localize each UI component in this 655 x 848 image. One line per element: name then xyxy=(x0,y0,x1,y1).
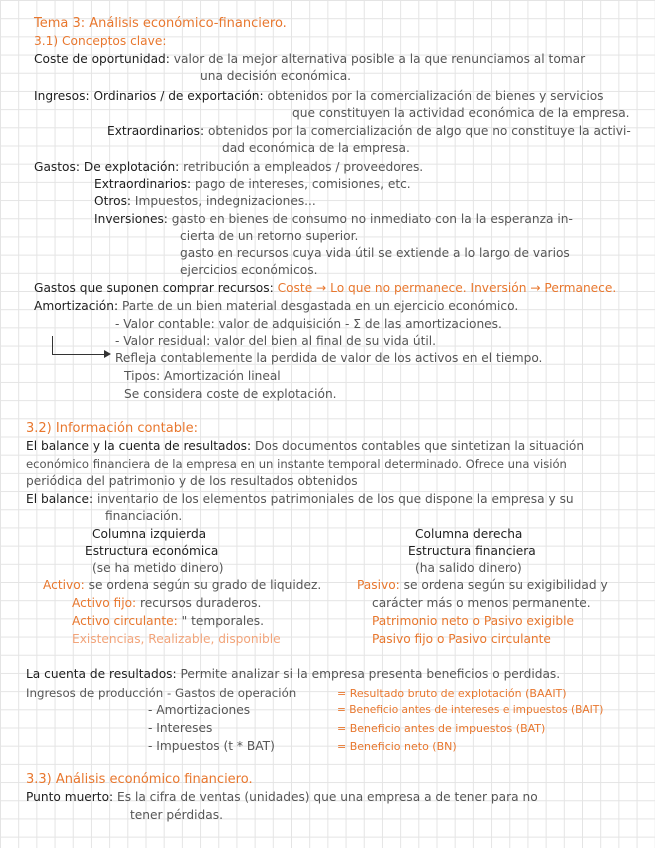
gastos-recursos-line xyxy=(34,281,616,296)
existencias-text: Existencias, Realizable, disponible xyxy=(72,632,281,646)
resultado-row-right: = Beneficio antes de impuestos (BAT) xyxy=(337,722,546,735)
resultado-row-right: = Beneficio antes de intereses e impuestos (BAIT) xyxy=(337,704,604,716)
arrow-line-h xyxy=(52,354,106,355)
cuenta-resultados-label: La cuenta de resultados: xyxy=(26,667,177,681)
gastos-recursos-label: Gastos que suponen comprar recursos: xyxy=(34,281,274,295)
resultado-row-right: = Beneficio neto (BN) xyxy=(337,740,457,753)
right-column-sub: Estructura financiera xyxy=(408,544,536,558)
el-balance-text-2: financiación. xyxy=(105,509,183,523)
activo-text: se ordena según su grado de liquidez. xyxy=(88,578,322,592)
balance-cuenta-label: El balance y la cuenta de resultados: xyxy=(26,439,252,453)
ingresos-label: Ingresos: xyxy=(34,89,90,103)
section-heading-3-3: 3.3) Análisis económico financiero. xyxy=(26,772,253,787)
activo-circulante-line xyxy=(72,614,264,629)
activo-circulante-label: Activo circulante: xyxy=(72,614,178,628)
explotacion-text: retribución a empleados / proveedores. xyxy=(183,160,424,174)
ordinarios-label: Ordinarios / de exportación: xyxy=(93,89,264,103)
inversiones-label: Inversiones: xyxy=(94,212,168,226)
resultado-row-left: - Impuestos (t * BAT) xyxy=(148,739,275,753)
cuenta-resultados-text: Permite analizar si la empresa presenta beneficios o perdidas. xyxy=(180,667,561,681)
punto-muerto-line xyxy=(26,790,538,805)
punto-muerto-text-1: Es la cifra de ventas (unidades) que una empresa a de tener para no xyxy=(117,790,538,804)
activo-label: Activo: xyxy=(43,578,85,592)
activo-fijo-label: Activo fijo: xyxy=(72,596,137,610)
resultado-row-left: Ingresos de producción - Gastos de operación xyxy=(26,686,297,700)
arrow-line xyxy=(52,336,53,354)
inversiones-text-2: cierta de un retorno superior. xyxy=(180,229,359,243)
pasivo-text-2: carácter más o menos permanente. xyxy=(372,596,591,610)
activo-line xyxy=(43,578,321,593)
extraordinarios-label: Extraordinarios: xyxy=(107,124,205,138)
explotacion-label: De explotación: xyxy=(83,160,180,174)
otros-label: Otros: xyxy=(94,194,132,208)
ordinarios-text-1: obtenidos por la comercialización de bienes y servicios xyxy=(267,89,604,103)
pasivo-label: Pasivo: xyxy=(357,578,400,592)
valor-contable: - Valor contable: valor de adquisición - Σ de las amortizaciones. xyxy=(115,317,502,331)
resultado-row-left: - Intereses xyxy=(148,721,213,735)
tipos-text: Tipos: Amortización lineal xyxy=(124,369,281,383)
ingresos-line xyxy=(34,89,604,104)
coste-label: Coste de oportunidad: xyxy=(34,52,170,66)
pasivo-fijo-text: Pasivo fijo o Pasivo circulante xyxy=(372,632,551,646)
extraordinarios-text-2: dad económica de la empresa. xyxy=(222,141,410,155)
pasivo-line xyxy=(357,578,608,593)
refleja-text: Refleja contablemente la perdida de valor de los activos en el tiempo. xyxy=(115,351,543,365)
section-heading-3-1: 3.1) Conceptos clave: xyxy=(34,34,167,48)
resultado-row-left: - Amortizaciones xyxy=(148,703,251,717)
activo-fijo-text: recursos duraderos. xyxy=(140,596,262,610)
activo-fijo-line xyxy=(72,596,261,611)
gastos-extra-text: pago de intereses, comisiones, etc. xyxy=(194,177,411,191)
punto-muerto-text-2: tener pérdidas. xyxy=(130,808,223,822)
gastos-recursos-inversion: Inversión → Permanece. xyxy=(470,281,617,295)
valor-residual: - Valor residual: valor del bien al final de su vida útil. xyxy=(115,334,436,348)
left-column-sub: Estructura económica xyxy=(85,544,219,558)
extraordinarios-line xyxy=(107,124,631,139)
inversiones-line xyxy=(94,212,573,227)
balance-cuenta-text-1: Dos documentos contables que sintetizan la situación xyxy=(254,439,585,453)
section-heading-3-2: 3.2) Información contable: xyxy=(26,421,198,436)
el-balance-line xyxy=(26,492,574,507)
left-column-title: Columna izquierda xyxy=(92,527,207,541)
otros-line xyxy=(94,194,316,209)
activo-circulante-text: " temporales. xyxy=(181,614,265,628)
inversiones-text-4: ejercicios económicos. xyxy=(180,263,318,277)
cuenta-resultados-line xyxy=(26,667,560,682)
gastos-extra-label: Extraordinarios: xyxy=(94,177,192,191)
coste-explotacion-text: Se considera coste de explotación. xyxy=(124,387,337,401)
otros-text: Impuestos, indegnizaciones... xyxy=(134,194,316,208)
pasivo-text: se ordena según su exigibilidad y xyxy=(403,578,608,592)
balance-cuenta-text-3: periódica del patrimonio y de los resultados obtenidos xyxy=(26,474,358,488)
punto-muerto-label: Punto muerto: xyxy=(26,790,114,804)
coste-text-2: una decisión económica. xyxy=(200,69,352,83)
arrow-right-icon xyxy=(104,350,111,358)
gastos-recursos-coste: Coste → Lo que no permanece. xyxy=(277,281,467,295)
balance-cuenta-text-2: económico financiera de la empresa en un instante temporal determinado. Ofrece una visión xyxy=(26,457,567,471)
extraordinarios-text-1: obtenidos por la comercialización de algo que no constituye la activi- xyxy=(207,124,631,138)
right-column-title: Columna derecha xyxy=(415,527,523,541)
inversiones-text-3: gasto en recursos cuya vida útil se extiende a lo largo de varios xyxy=(180,246,570,260)
el-balance-label: El balance: xyxy=(26,492,94,506)
amortizacion-text: Parte de un bien material desgastada en un ejercicio económico. xyxy=(121,299,519,313)
gastos-line xyxy=(34,160,423,175)
page-title: Tema 3: Análisis económico-financiero. xyxy=(34,16,287,31)
balance-cuenta-line xyxy=(26,439,584,454)
amortizacion-label: Amortización: xyxy=(34,299,119,313)
inversiones-text-1: gasto en bienes de consumo no inmediato con la la esperanza in- xyxy=(171,212,573,226)
gastos-extra-line xyxy=(94,177,411,192)
right-column-paren: (ha salido dinero) xyxy=(415,561,522,575)
coste-text-1: valor de la mejor alternativa posible a la que renunciamos al tomar xyxy=(173,52,586,66)
left-column-paren: (se ha metido dinero) xyxy=(92,561,224,575)
el-balance-text-1: inventario de los elementos patrimoniales de los que dispone la empresa y su xyxy=(96,492,574,506)
gastos-label: Gastos: xyxy=(34,160,80,174)
resultado-row-right: = Resultado bruto de explotación (BAAIT) xyxy=(337,687,567,700)
patrimonio-neto-text: Patrimonio neto o Pasivo exigible xyxy=(372,614,575,628)
amortizacion-line xyxy=(34,299,518,314)
coste-oportunidad-line xyxy=(34,52,585,67)
ordinarios-text-2: que constituyen la actividad económica de la empresa. xyxy=(292,106,630,120)
